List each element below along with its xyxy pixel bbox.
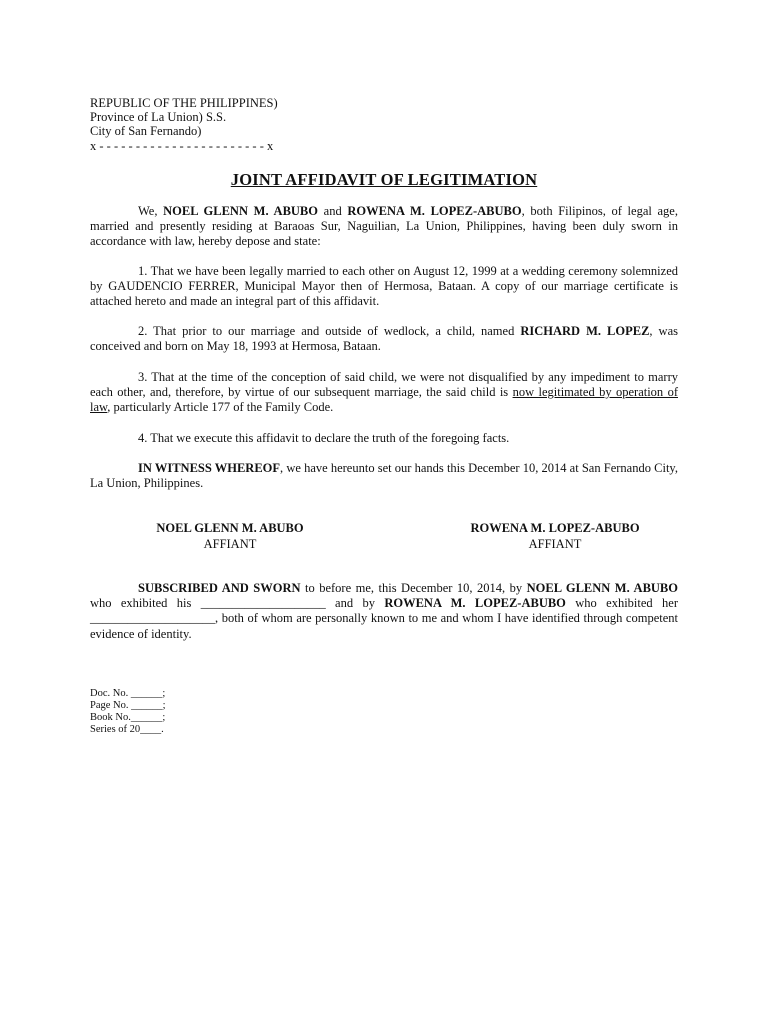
statement-1: 1. That we have been legally married to each other on August 12, 1999 at a wedding ceremony solemnized by GAUDENCIO FERRER, Municipal Mayor then of Hermosa, Bataan. A copy of our marriage certificate is attached hereto and made an integral part of this affidavit.	[90, 264, 678, 309]
legitimation-clause: now legitimated by operation of law	[90, 385, 678, 415]
venue-province: Province of La Union) S.S.	[90, 110, 227, 124]
venue-country: REPUBLIC OF THE PHILIPPINES)	[90, 96, 278, 110]
jurat-paragraph: SUBSCRIBED AND SWORN to before me, this December 10, 2014, by NOEL GLENN M. ABUBO who exhibited his ____________________ and by ROWENA M. LOPEZ-ABUBO who exhibited her ____________________, both of whom are personally known to me and whom I have identified through competent evidence of identity.	[90, 581, 678, 641]
signatory-name: ROWENA M. LOPEZ-ABUBO	[470, 521, 640, 535]
document-title: JOINT AFFIDAVIT OF LEGITIMATION	[230, 170, 538, 189]
witness-paragraph: IN WITNESS WHEREOF, we have hereunto set our hands this December 10, 2014 at San Fernando City, La Union, Philippines.	[90, 461, 678, 491]
child-name: RICHARD M. LOPEZ	[520, 324, 650, 338]
signatory-role: AFFIANT	[203, 537, 257, 551]
signatory-role: AFFIANT	[528, 537, 582, 551]
signature-block-husband	[120, 520, 340, 552]
statement-2: 2. That prior to our marriage and outside of wedlock, a child, named RICHARD M. LOPEZ, was conceived and born on May 18, 1993 at Hermosa, Bataan.	[90, 324, 678, 354]
affiant-name-2: ROWENA M. LOPEZ-ABUBO	[347, 204, 522, 218]
intro-paragraph: We, NOEL GLENN M. ABUBO and ROWENA M. LOPEZ-ABUBO, both Filipinos, of legal age, married and presently residing at Baraoas Sur, Naguilian, La Union, Philippines, having been duly sworn in accordance with law, hereby depose and state:	[90, 204, 678, 249]
signatory-name: NOEL GLENN M. ABUBO	[156, 521, 304, 535]
statement-4: 4. That we execute this affidavit to declare the truth of the foregoing facts.	[138, 431, 510, 445]
signature-block-wife	[440, 520, 670, 552]
venue-separator: x - - - - - - - - - - - - - - - - - - - - - - - x	[90, 139, 274, 153]
affiant-name-1: NOEL GLENN M. ABUBO	[163, 204, 318, 218]
notary-series: Series of 20____.	[90, 724, 164, 735]
notary-doc-no: Doc. No. ______;	[90, 688, 166, 699]
statement-3: 3. That at the time of the conception of said child, we were not disqualified by any impediment to marry each other, and, therefore, by virtue of our subsequent marriage, the said child is now legitimated by operation of law, particularly Article 177 of the Family Code.	[90, 370, 678, 415]
notary-book-no: Book No.______;	[90, 712, 166, 723]
venue-city: City of San Fernando)	[90, 124, 202, 138]
notary-page-no: Page No. ______;	[90, 700, 166, 711]
